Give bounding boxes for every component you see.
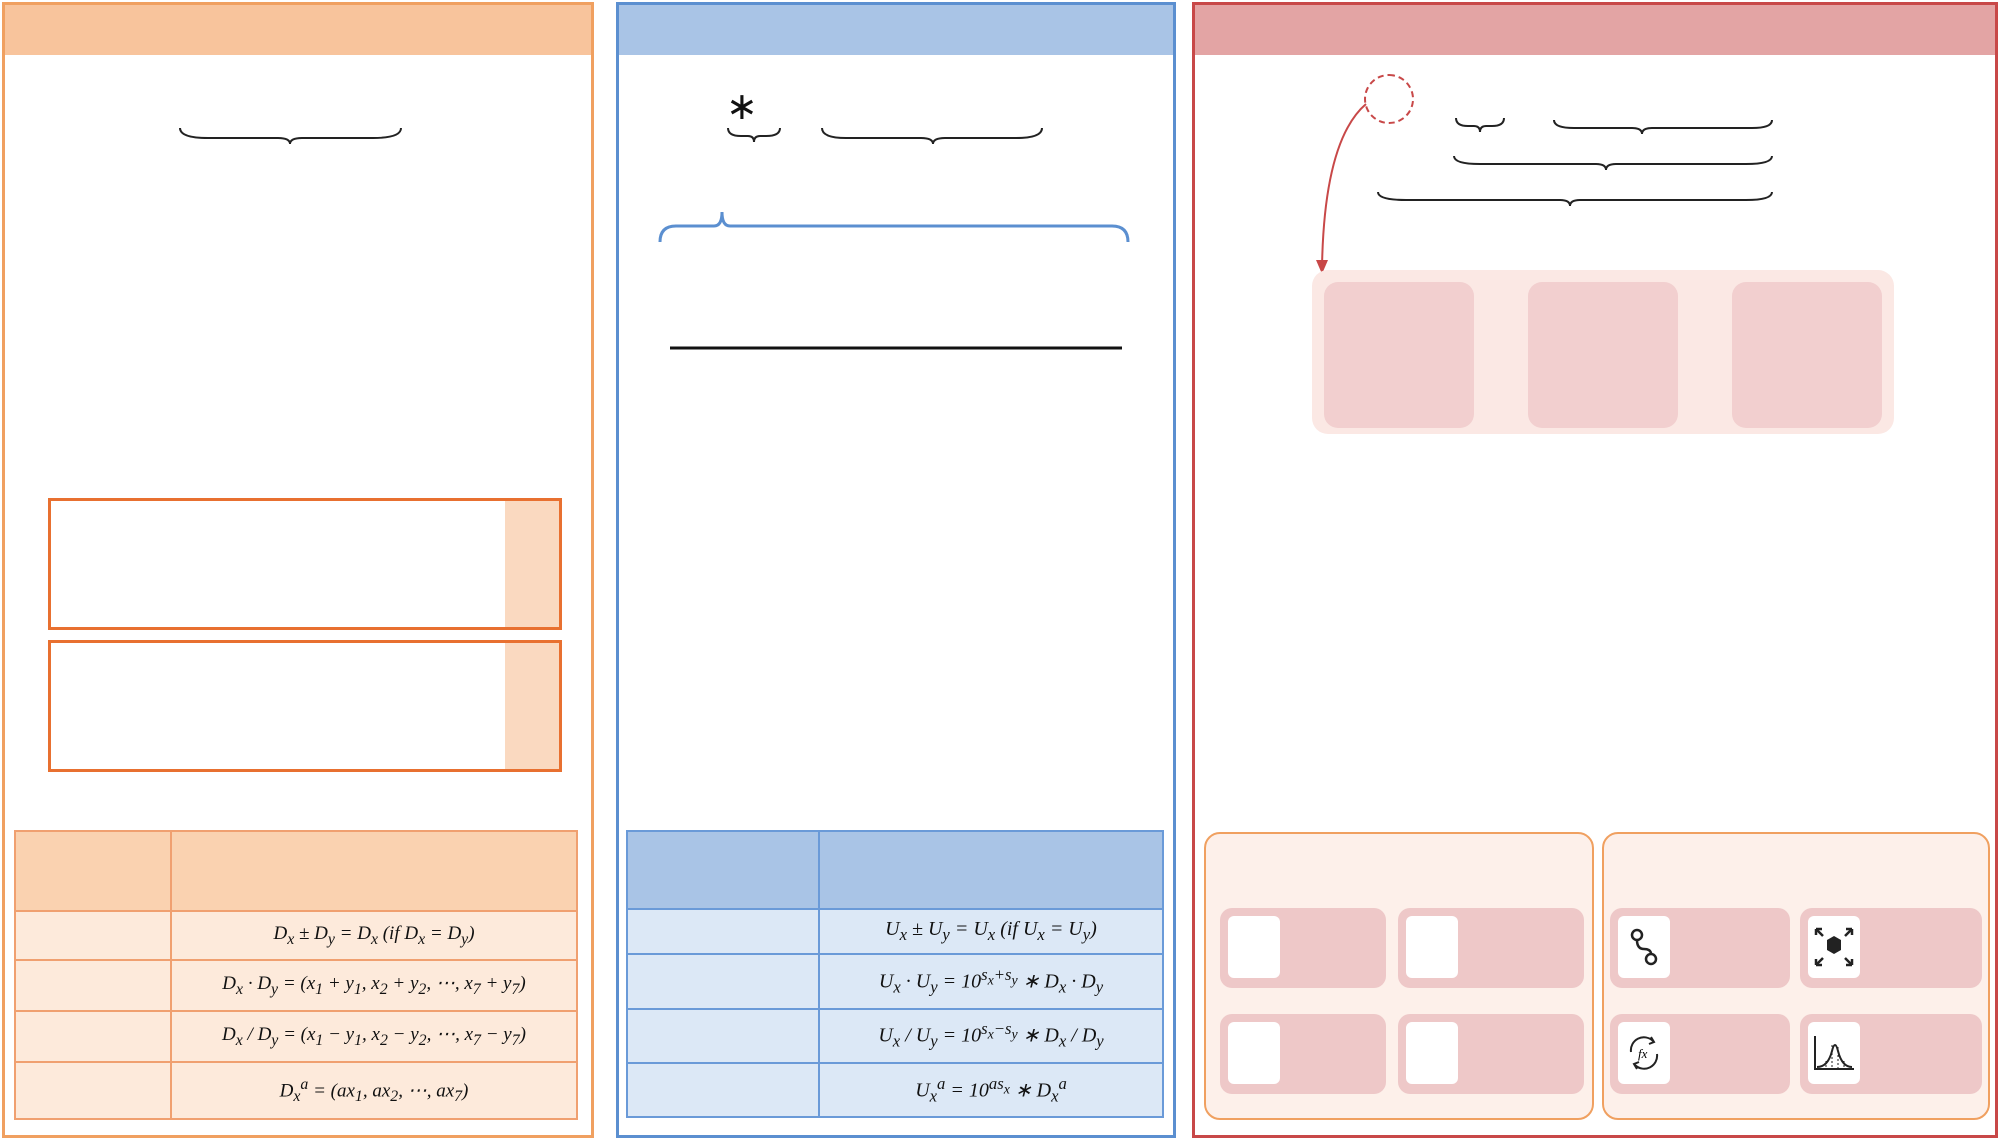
caret-icon bbox=[1406, 1022, 1458, 1084]
op-cell bbox=[627, 1063, 819, 1117]
unit-braces bbox=[726, 126, 1046, 144]
times-icon bbox=[1406, 916, 1458, 978]
backend-python bbox=[1324, 282, 1474, 428]
formula-cell: $D_x \cdot D_y = (x_1 + y_1$, $x_2 + y_2$, ⋯, $x_7 + y_7$) bbox=[171, 960, 577, 1011]
builtin-functions-box bbox=[1602, 832, 1990, 1120]
backend-jax bbox=[1732, 282, 1882, 428]
quantity-panel-title bbox=[1195, 5, 1995, 55]
scale-unit-table bbox=[626, 484, 1164, 772]
base-dim-box bbox=[48, 498, 562, 630]
formula-cell: $D_x / D_y = (x_1 - y_1$, $x_2 - y_2$, ⋯, $x_7 - y_7$) bbox=[171, 1011, 577, 1062]
op-exponentiation bbox=[1398, 1014, 1584, 1094]
op-header bbox=[627, 831, 819, 909]
fn-indexing-slicing bbox=[1610, 908, 1790, 988]
formula-cell: $U_x \pm U_y = U_x$ (if $U_x = U_y$) bbox=[819, 909, 1163, 954]
op-cell bbox=[15, 911, 171, 960]
backend-numpy bbox=[1528, 282, 1678, 428]
derived-dim-box bbox=[48, 640, 562, 772]
op-cell bbox=[15, 1062, 171, 1119]
op-header bbox=[15, 831, 171, 911]
bell-curve-icon bbox=[1808, 1022, 1860, 1084]
dimension-brace bbox=[178, 126, 403, 144]
cube-expand-icon bbox=[1808, 916, 1860, 978]
dim-operation-table bbox=[14, 830, 578, 1120]
value-arrow bbox=[1310, 100, 1390, 280]
fn-statistical bbox=[1800, 1014, 1982, 1094]
fn-broadcasting bbox=[1800, 908, 1982, 988]
formula-cell: $D_x^a = (ax_1$, $ax_2$, ⋯, $ax_7$) bbox=[171, 1062, 577, 1119]
si-base-units bbox=[48, 250, 568, 380]
builtin-operations-box bbox=[1204, 832, 1594, 1120]
op-multiplication bbox=[1398, 908, 1584, 988]
op-cell bbox=[15, 960, 171, 1011]
formula-cell: $U_x \cdot U_y = 10^{s_x+s_y}$ ∗ $D_x \cdot D_y$ bbox=[819, 954, 1163, 1008]
quantity-implementation-table bbox=[1204, 482, 1990, 772]
function-cycle-icon bbox=[1618, 1022, 1670, 1084]
op-division bbox=[1220, 1014, 1386, 1094]
formula-cell: $U_x^a = 10^{as_x}$ ∗ $D_x^a$ bbox=[819, 1063, 1163, 1117]
path-icon bbox=[1618, 916, 1670, 978]
op-cell bbox=[627, 909, 819, 954]
op-cell bbox=[15, 1011, 171, 1062]
formula-cell: $D_x \pm D_y = D_x$ (if $D_x = D_y$) bbox=[171, 911, 577, 960]
scale-axis bbox=[660, 250, 1140, 440]
formula-header bbox=[171, 831, 577, 911]
unit-expression: ∗ bbox=[726, 86, 758, 128]
quantity-braces bbox=[1370, 112, 1780, 207]
fn-aggregation bbox=[1610, 1014, 1790, 1094]
op-addition-subtraction bbox=[1220, 908, 1386, 988]
op-cell bbox=[627, 954, 819, 1008]
dimension-panel-title bbox=[5, 5, 591, 55]
scale-brace bbox=[656, 208, 1136, 244]
divide-icon bbox=[1228, 1022, 1280, 1084]
formula-cell: $U_x / U_y = 10^{s_x-s_y}$ ∗ $D_x / D_y$ bbox=[819, 1009, 1163, 1063]
formula-header bbox=[819, 831, 1163, 909]
op-cell bbox=[627, 1009, 819, 1063]
unit-panel-title bbox=[619, 5, 1173, 55]
plus-minus-icon bbox=[1228, 916, 1280, 978]
svg-text:fx: fx bbox=[1638, 1046, 1648, 1061]
unit-operation-table bbox=[626, 830, 1164, 1118]
